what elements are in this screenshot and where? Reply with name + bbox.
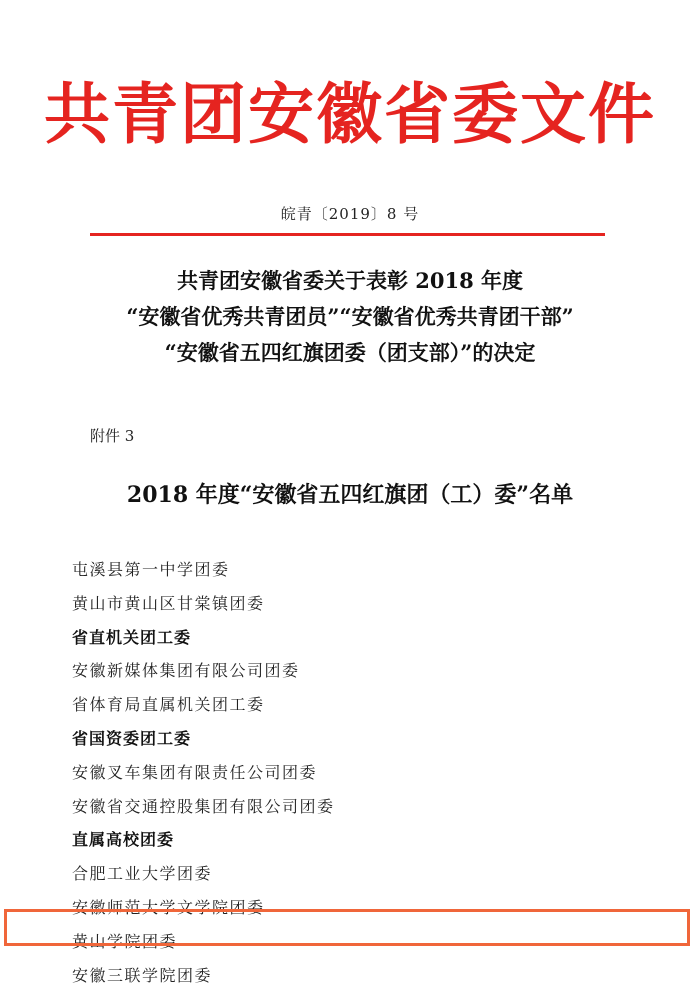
list-group-heading: 省直机关团工委: [72, 627, 192, 647]
list-item: 屯溪县第一中学团委: [72, 560, 230, 579]
decision-title: [0, 263, 700, 371]
list-item-highlighted: 黄山学院团委: [72, 931, 178, 951]
list-item: 安徽省交通控股集团有限公司团委: [72, 796, 335, 816]
list-item: 黄山市黄山区甘棠镇团委: [72, 593, 265, 613]
list-item: 省体育局直属机关团工委: [72, 695, 265, 715]
decision-title-line-1: 共青团安徽省委关于表彰 2018 年度: [176, 268, 524, 293]
list-group-heading: 省国资委团工委: [72, 728, 192, 748]
red-divider-line: [90, 233, 605, 236]
list-item: 安徽三联学院团委: [72, 965, 213, 985]
document-header-title: 共青团安徽省委文件: [44, 76, 656, 153]
list-item: 安徽叉车集团有限责任公司团委: [72, 762, 318, 782]
document-number: 皖青〔2019〕8 号: [280, 205, 420, 223]
list-title: 2018 年度“安徽省五四红旗团（工）委”名单: [126, 482, 574, 508]
decision-title-line-2: “安徽省优秀共青团员”“安徽省优秀共青团干部”: [126, 304, 574, 329]
list-item: 安徽新媒体集团有限公司团委: [72, 661, 300, 681]
list-group-heading: 直属高校团委: [72, 830, 175, 850]
highlight-box: [4, 909, 690, 946]
list-item: 合肥工业大学团委: [72, 864, 213, 884]
attachment-label: 附件 3: [90, 427, 135, 445]
decision-title-line-3: “安徽省五四红旗团委（团支部）”的决定: [164, 340, 536, 365]
list-item: 安徽师范大学文学院团委: [72, 897, 265, 917]
